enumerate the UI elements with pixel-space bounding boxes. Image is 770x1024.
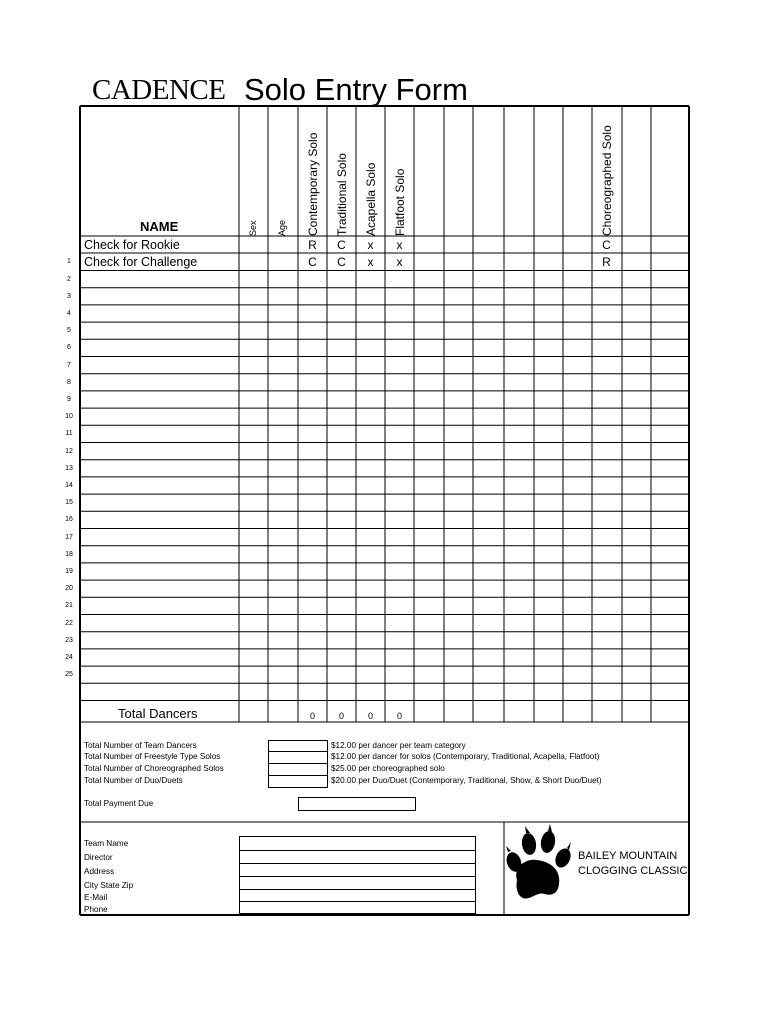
logo-text [578,849,687,879]
fee-freestyle-solos-desc: $12.00 per dancer for solos (Contemporary, Traditional, Acapella, Flatfoot) [331,752,600,761]
row-number: 23 [65,636,73,644]
director-label: Director [84,853,113,862]
row-number: 2 [67,275,71,283]
fee-team-dancers-desc: $12.00 per dancer per team category [331,741,466,750]
row-number: 24 [65,653,73,661]
director-input[interactable] [239,850,476,864]
row-number: 9 [67,395,71,403]
team-name-input[interactable] [239,836,476,851]
email-label: E-Mail [84,893,108,902]
sex-column-header: Sex [248,220,258,236]
row-number: 19 [65,567,73,575]
row-number: 6 [67,344,71,352]
paw-print-icon [503,824,575,908]
row-number: 17 [65,533,73,541]
flatfoot-column-header: Flatfoot Solo [393,168,407,236]
choreographed-column-header: Choreographed Solo [600,125,614,236]
row-number: 22 [65,619,73,627]
challenge-acapella[interactable]: x [367,255,374,269]
rookie-row-label: Check for Rookie [84,238,180,252]
row-number: 18 [65,550,73,558]
address-input[interactable] [239,863,476,877]
rookie-traditional[interactable]: C [337,238,346,252]
fee-duo-duets-desc: $20.00 per Duo/Duet (Contemporary, Traditional, Show, & Short Duo/Duet) [331,776,602,785]
phone-label: Phone [84,905,108,914]
row-number: 14 [65,481,73,489]
total-traditional: 0 [338,711,344,721]
total-acapella: 0 [367,711,373,721]
logo-line-2: CLOGGING CLASSIC [578,865,688,877]
row-number: 15 [65,499,73,507]
challenge-choreographed[interactable]: R [602,255,611,269]
row-number: 4 [67,309,71,317]
traditional-column-header: Traditional Solo [335,153,349,236]
total-dancers-label: Total Dancers [118,706,198,721]
row-number: 11 [65,430,73,438]
city-state-zip-input[interactable] [239,876,476,890]
rookie-choreographed[interactable]: C [602,238,611,252]
fee-duo-duets-label: Total Number of Duo/Duets [84,776,183,785]
age-column-header: Age [277,219,287,236]
address-label: Address [84,867,115,876]
total-contemporary: 0 [309,711,315,721]
name-column-header: NAME [140,219,179,234]
row-number: 10 [65,413,73,421]
rookie-acapella[interactable]: x [367,238,374,252]
rookie-contemporary[interactable]: R [308,238,317,252]
fee-freestyle-solos-label: Total Number of Freestyle Type Solos [84,752,221,761]
logo-line-1: BAILEY MOUNTAIN [578,850,678,862]
row-number: 25 [65,671,73,679]
row-number: 3 [67,292,71,300]
fee-choreographed-solos-desc: $25.00 per choreographed solo [331,764,445,773]
total-flatfoot: 0 [396,711,402,721]
contemporary-column-header: Contemporary Solo [306,132,320,236]
brand-logo: CADENCE [92,74,226,106]
team-name-label: Team Name [84,839,129,848]
rookie-flatfoot[interactable]: x [396,238,403,252]
total-payment-input[interactable] [298,797,416,811]
row-number: 1 [67,258,71,266]
phone-input[interactable] [239,901,476,914]
row-number: 5 [67,327,71,335]
fee-team-dancers-label: Total Number of Team Dancers [84,741,197,750]
challenge-contemporary[interactable]: C [308,255,317,269]
city-state-zip-label: City State Zip [84,881,134,890]
row-number: 12 [65,447,73,455]
row-number: 21 [65,602,73,610]
total-payment-label: Total Payment Due [84,799,154,808]
fee-duo-duets-input[interactable] [268,775,328,788]
row-number: 16 [65,516,73,524]
row-number: 20 [65,585,73,593]
challenge-flatfoot[interactable]: x [396,255,403,269]
row-number: 7 [67,361,71,369]
fee-choreographed-solos-label: Total Number of Choreographed Solos [84,764,224,773]
page-title: Solo Entry Form [244,72,468,107]
row-number: 8 [67,378,71,386]
acapella-column-header: Acapella Solo [364,162,378,236]
challenge-traditional[interactable]: C [337,255,346,269]
row-number: 13 [65,464,73,472]
challenge-row-label: Check for Challenge [84,255,198,269]
